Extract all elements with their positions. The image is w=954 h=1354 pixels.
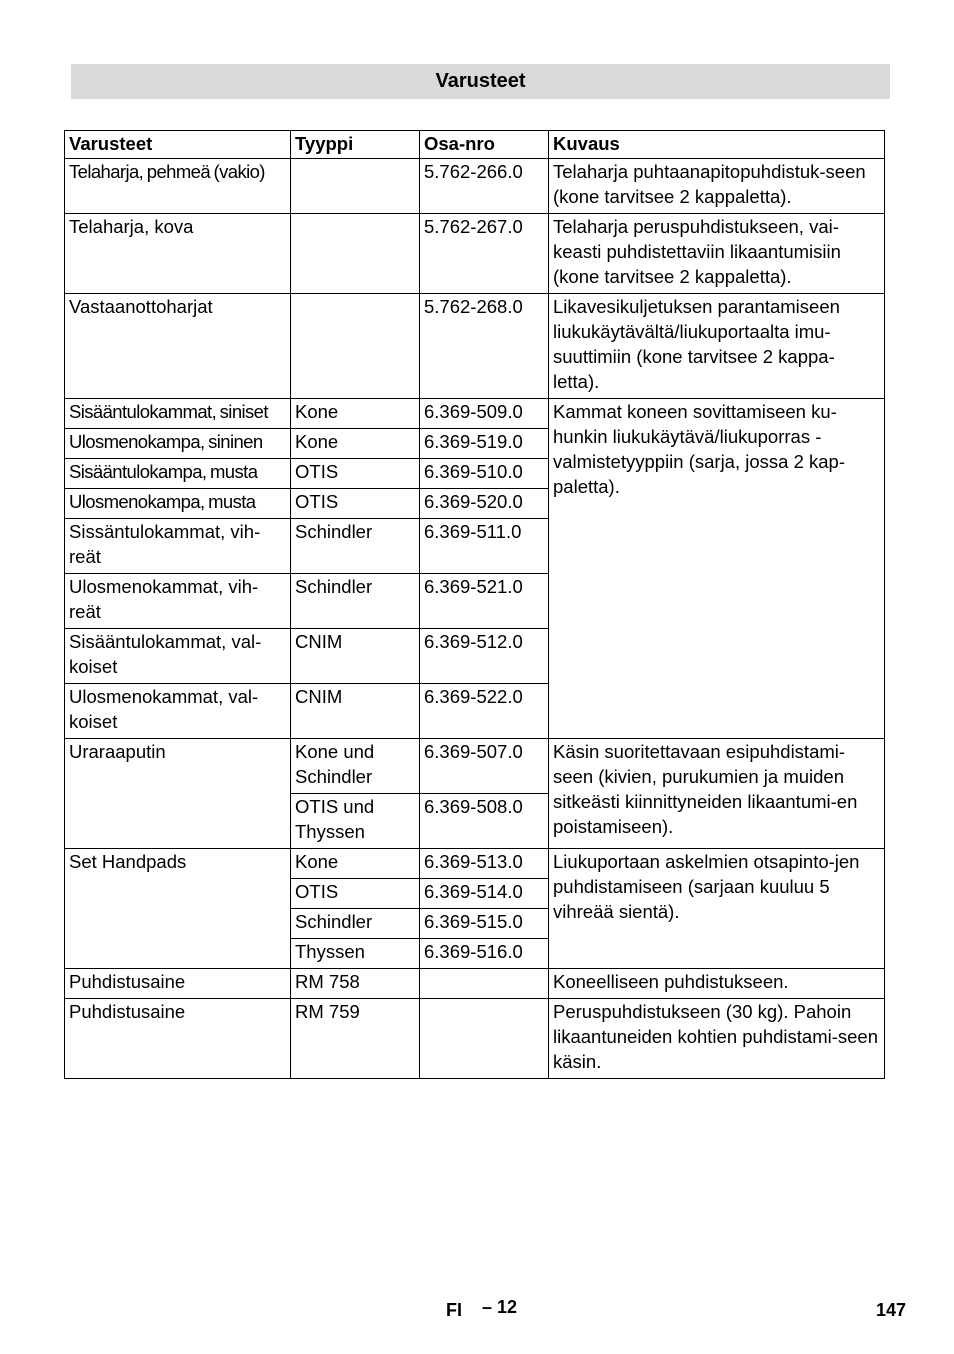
part-number-cell: 6.369-521.0	[420, 574, 549, 629]
type-cell: OTIS	[291, 489, 420, 519]
description-cell: Käsin suoritettavaan esipuhdistami-seen (kivien, purukumien ja muiden sitkeästi kiinnittyneiden likaantumi-en poistamiseen).	[549, 739, 885, 849]
type-cell: OTIS und Thyssen	[291, 794, 420, 849]
table-row	[65, 294, 885, 399]
type-cell: OTIS	[291, 879, 420, 909]
footer-page-label: – 12	[482, 1297, 518, 1317]
type-cell	[291, 159, 420, 214]
type-cell	[291, 294, 420, 399]
accessory-cell: Puhdistusaine	[65, 969, 291, 999]
table-row	[65, 214, 885, 294]
accessory-cell: Ulosmenokammat, val-koiset	[65, 684, 291, 739]
column-header-type: Tyyppi	[291, 131, 420, 159]
type-cell: CNIM	[291, 684, 420, 739]
part-number-cell	[420, 999, 549, 1079]
type-cell: Schindler	[291, 574, 420, 629]
accessory-cell: Vastaanottoharjat	[65, 294, 291, 399]
part-number-cell: 6.369-514.0	[420, 879, 549, 909]
column-header-accessory: Varusteet	[65, 131, 291, 159]
table-row	[65, 999, 885, 1079]
part-number-cell: 6.369-510.0	[420, 459, 549, 489]
part-number-cell: 6.369-512.0	[420, 629, 549, 684]
type-cell: Schindler	[291, 519, 420, 574]
type-cell	[291, 214, 420, 294]
part-number-cell: 6.369-519.0	[420, 429, 549, 459]
type-cell: RM 759	[291, 999, 420, 1079]
type-cell: Thyssen	[291, 939, 420, 969]
part-number-cell: 6.369-509.0	[420, 399, 549, 429]
part-number-cell	[420, 969, 549, 999]
type-cell: RM 758	[291, 969, 420, 999]
accessory-cell: Sisääntulokammat, val-koiset	[65, 629, 291, 684]
column-header-part-number: Osa-nro	[420, 131, 549, 159]
table-row	[65, 159, 885, 214]
description-cell: Koneelliseen puhdistukseen.	[549, 969, 885, 999]
accessory-cell: Sisääntulokampa, musta	[65, 459, 291, 489]
type-cell: Kone und Schindler	[291, 739, 420, 794]
accessory-cell: Telaharja, kova	[65, 214, 291, 294]
footer-language: FI	[446, 1300, 462, 1320]
description-cell: Peruspuhdistukseen (30 kg). Pahoin likaantuneiden kohtien puhdistami-seen käsin.	[549, 999, 885, 1079]
accessory-cell: Telaharja, pehmeä (vakio)	[65, 159, 291, 214]
part-number-cell: 6.369-508.0	[420, 794, 549, 849]
accessory-cell: Uraraaputin	[65, 739, 291, 849]
part-number-cell: 5.762-266.0	[420, 159, 549, 214]
part-number-cell: 6.369-520.0	[420, 489, 549, 519]
part-number-cell: 6.369-516.0	[420, 939, 549, 969]
table-row	[65, 399, 885, 429]
part-number-cell: 6.369-515.0	[420, 909, 549, 939]
section-title: Varusteet	[71, 64, 890, 99]
description-cell: Telaharja puhtaanapitopuhdistuk-seen (kone tarvitsee 2 kappaletta).	[549, 159, 885, 214]
accessory-cell: Ulosmenokampa, sininen	[65, 429, 291, 459]
description-cell: Liukuportaan askelmien otsapinto-jen puhdistamiseen (sarjaan kuuluu 5 vihreää sientä).	[549, 849, 885, 969]
accessory-cell: Ulosmenokampa, musta	[65, 489, 291, 519]
type-cell: Kone	[291, 429, 420, 459]
page-number: 147	[876, 1300, 907, 1320]
description-cell: Telaharja peruspuhdistukseen, vai-keasti puhdistettaviin likaantumisiin (kone tarvitsee 2 kappaletta).	[549, 214, 885, 294]
type-cell: Schindler	[291, 909, 420, 939]
accessory-cell: Set Handpads	[65, 849, 291, 969]
description-cell: Kammat koneen sovittamiseen ku-hunkin liukukäytävä/liukuporras -valmistetyyppiin (sarja, jossa 2 kap-paletta).	[549, 399, 885, 739]
accessory-cell: Sissäntulokammat, vih-reät	[65, 519, 291, 574]
accessory-cell: Sisääntulokammat, siniset	[65, 399, 291, 429]
part-number-cell: 5.762-268.0	[420, 294, 549, 399]
description-cell: Likavesikuljetuksen parantamiseen liukukäytävältä/liukuportaalta imu-suuttimiin (kone tarvitsee 2 kappa-letta).	[549, 294, 885, 399]
part-number-cell: 6.369-511.0	[420, 519, 549, 574]
table-row	[65, 849, 885, 879]
part-number-cell: 6.369-513.0	[420, 849, 549, 879]
part-number-cell: 5.762-267.0	[420, 214, 549, 294]
table-row	[65, 739, 885, 794]
table-header-row	[65, 131, 885, 159]
part-number-cell: 6.369-507.0	[420, 739, 549, 794]
type-cell: CNIM	[291, 629, 420, 684]
column-header-description: Kuvaus	[549, 131, 885, 159]
type-cell: Kone	[291, 399, 420, 429]
accessory-cell: Puhdistusaine	[65, 999, 291, 1079]
accessory-cell: Ulosmenokammat, vih-reät	[65, 574, 291, 629]
table-row	[65, 969, 885, 999]
accessories-table	[64, 130, 885, 1079]
type-cell: OTIS	[291, 459, 420, 489]
type-cell: Kone	[291, 849, 420, 879]
part-number-cell: 6.369-522.0	[420, 684, 549, 739]
